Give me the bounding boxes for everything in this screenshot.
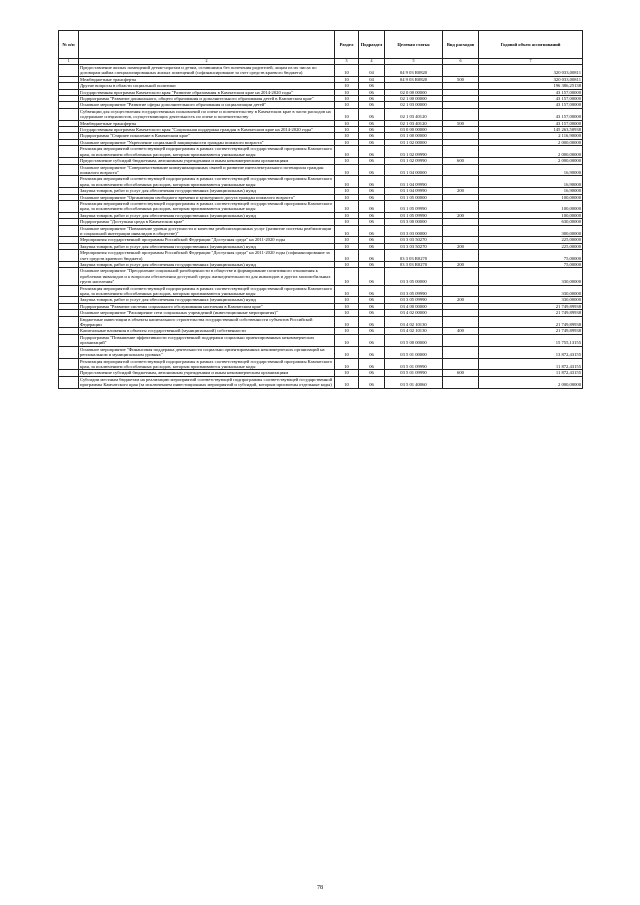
row-subsection: 06 — [359, 243, 385, 249]
row-name: Капитальные вложения в объекты государственной (муниципальной) собственности — [79, 328, 335, 334]
row-target: 04 9 03 R0820 — [385, 76, 443, 82]
row-section: 10 — [335, 303, 359, 309]
row-name: Закупка товаров, работ и услуг для обеспечения государственных (муниципальных) нужд — [79, 262, 335, 268]
row-name: Основное мероприятие "Преодоление социальной разобщенности в обществе и формирование позитивного отношения к проблемам инвалидов и к вопросам обеспечения доступной среды жизнедеятельности для инвалидов и других маломобильных групп населения" — [79, 268, 335, 285]
table-header-row — [59, 31, 583, 59]
row-name: Предоставление субсидий бюджетным, автономным учреждениям и иным некоммерческим организациям — [79, 370, 335, 376]
row-section: 10 — [335, 358, 359, 370]
row-section: 10 — [335, 102, 359, 108]
row-section: 10 — [335, 164, 359, 176]
row-section: 10 — [335, 376, 359, 388]
row-num — [59, 146, 79, 158]
row-expense-type — [443, 164, 479, 176]
row-subsection: 06 — [359, 176, 385, 188]
row-num — [59, 176, 79, 188]
row-section: 10 — [335, 250, 359, 262]
table-row — [59, 146, 583, 158]
row-num — [59, 225, 79, 237]
row-target: 02 1 03 00000 — [385, 102, 443, 108]
row-amount: 16,90000 — [479, 188, 583, 194]
row-name: Подпрограмма "Развитие системы социального обслуживания населения в Камчатском крае" — [79, 303, 335, 309]
row-subsection: 06 — [359, 133, 385, 139]
row-subsection: 06 — [359, 370, 385, 376]
row-target: 03 1 04 00000 — [385, 164, 443, 176]
row-section: 10 — [335, 310, 359, 316]
row-expense-type: 200 — [443, 297, 479, 303]
row-subsection: 04 — [359, 76, 385, 82]
row-expense-type — [443, 268, 479, 285]
row-name: Межбюджетные трансферты — [79, 120, 335, 126]
row-name: Предоставление жилых помещений детям-сиротам и детям, оставшимся без попечения родителей, лицам из их числа по договорам найма специализированных жилых помещений (софинансирование за счет средств краевого бюджета) — [79, 65, 335, 77]
row-name: Мероприятия государственной программы Российской Федерации "Доступная среда" на 2011-2020 годы — [79, 237, 335, 243]
row-expense-type: 200 — [443, 243, 479, 249]
row-section: 10 — [335, 76, 359, 82]
row-name: Основное мероприятие "Организация свободного времени и культурного досуга граждан пожилого возраста" — [79, 194, 335, 200]
row-target: 04 9 03 R0820 — [385, 65, 443, 77]
row-expense-type — [443, 200, 479, 212]
col-index: 3 — [335, 59, 359, 65]
row-section: 10 — [335, 297, 359, 303]
col-index: 5 — [385, 59, 443, 65]
row-amount: 43 157,00000 — [479, 96, 583, 102]
row-section: 10 — [335, 268, 359, 285]
row-target: 03 3 05 09990 — [385, 297, 443, 303]
row-section: 10 — [335, 212, 359, 218]
table-row — [59, 358, 583, 370]
row-num — [59, 108, 79, 120]
row-expense-type — [443, 285, 479, 297]
row-name: Государственная программа Камчатского края "Развитие образования в Камчатском крае на 2014-2020 годы" — [79, 89, 335, 95]
row-expense-type: 500 — [443, 120, 479, 126]
row-section: 10 — [335, 65, 359, 77]
row-target: 03 4 02 00000 — [385, 310, 443, 316]
header-expense-type: Вид расходов — [443, 31, 479, 59]
row-target: 03 1 04 09990 — [385, 176, 443, 188]
row-name: Другие вопросы в области социальной политики — [79, 83, 335, 89]
col-index: 6 — [443, 59, 479, 65]
row-subsection: 06 — [359, 297, 385, 303]
row-amount: 43 157,00000 — [479, 102, 583, 108]
row-expense-type — [443, 65, 479, 77]
row-section: 10 — [335, 127, 359, 133]
table-row — [59, 200, 583, 212]
row-name: Основное мероприятие "Укрепление социальной защищенности граждан пожилого возраста" — [79, 139, 335, 145]
table-row — [59, 285, 583, 297]
row-subsection: 06 — [359, 164, 385, 176]
row-amount: 300,00000 — [479, 225, 583, 237]
row-target: 03 4 02 10130 — [385, 316, 443, 328]
row-amount: 11 872,43155 — [479, 358, 583, 370]
row-amount: 2 000,00000 — [479, 139, 583, 145]
row-section: 10 — [335, 96, 359, 102]
row-section: 10 — [335, 346, 359, 358]
row-num — [59, 200, 79, 212]
row-target: 02 0 00 00000 — [385, 89, 443, 95]
row-amount: 145 263,50938 — [479, 127, 583, 133]
row-num — [59, 334, 79, 346]
row-amount: 21 749,89938 — [479, 328, 583, 334]
row-subsection: 06 — [359, 316, 385, 328]
row-name: Основное мероприятие "Совершенствование коммуникационных связей и развитие интеллектуального потенциала граждан пожилого возраста" — [79, 164, 335, 176]
row-amount: 225,00000 — [479, 243, 583, 249]
row-target: 03 1 00 00000 — [385, 133, 443, 139]
table-row — [59, 65, 583, 77]
row-subsection: 06 — [359, 158, 385, 164]
row-section: 10 — [335, 262, 359, 268]
row-amount: 2 000,00000 — [479, 158, 583, 164]
table-row — [59, 164, 583, 176]
row-name: Субсидии местным бюджетам на реализацию мероприятий соответствующей подпрограммы соответствующей государственной программы Камчатского края (за исключением инвестиционных мероприятий и субсидий, которым присвоены отдельные коды) — [79, 376, 335, 388]
row-amount: 16,90000 — [479, 164, 583, 176]
row-name: Основное мероприятие "Расширение сети социальных учреждений (инвестиционные мероприятия)" — [79, 310, 335, 316]
header-subsection: Подраздел — [359, 31, 385, 59]
table-row — [59, 334, 583, 346]
row-name: Субвенции для осуществления государственных полномочий по опеке и попечительству в Камчатском крае в части расходов на содержание специалистов, осуществляющих деятельность по опеке и попечительству — [79, 108, 335, 120]
row-amount: 100,00000 — [479, 200, 583, 212]
row-name: Закупка товаров, работ и услуг для обеспечения государственных (муниципальных) нужд — [79, 243, 335, 249]
row-subsection: 06 — [359, 376, 385, 388]
row-name: Подпрограмма "Развитие дошкольного, общего образования и дополнительного образования детей в Камчатском крае" — [79, 96, 335, 102]
row-subsection: 06 — [359, 328, 385, 334]
table-row — [59, 225, 583, 237]
row-target: 03 1 05 00000 — [385, 194, 443, 200]
row-section: 10 — [335, 219, 359, 225]
table-row — [59, 176, 583, 188]
row-subsection: 06 — [359, 89, 385, 95]
row-target: 03 4 00 00000 — [385, 303, 443, 309]
row-name: Основное мероприятие "Развитие сферы дополнительного образования и социализации детей" — [79, 102, 335, 108]
row-expense-type: 200 — [443, 212, 479, 218]
row-amount: 21 749,89938 — [479, 303, 583, 309]
row-expense-type — [443, 176, 479, 188]
row-subsection: 06 — [359, 146, 385, 158]
row-amount: 43 157,00000 — [479, 120, 583, 126]
row-amount: 330,00000 — [479, 297, 583, 303]
row-section: 10 — [335, 139, 359, 145]
row-amount: 75,00000 — [479, 262, 583, 268]
row-section: 10 — [335, 194, 359, 200]
row-section: 10 — [335, 334, 359, 346]
row-target: 03 3 05 00000 — [385, 268, 443, 285]
row-amount: 13 872,43155 — [479, 346, 583, 358]
row-expense-type: 200 — [443, 262, 479, 268]
row-target: 03 1 04 09990 — [385, 188, 443, 194]
row-target: 03 5 00 00000 — [385, 334, 443, 346]
row-section: 10 — [335, 146, 359, 158]
row-target: 03 0 00 00000 — [385, 127, 443, 133]
row-name: Закупка товаров, работ и услуг для обеспечения государственных (муниципальных) нужд — [79, 188, 335, 194]
row-name: Мероприятия государственной программы Российской Федерации "Доступная среда" на 2011-2020 годы (софинансирование за счет средств краевого бюджета) — [79, 250, 335, 262]
page-number: 78 — [317, 885, 323, 891]
row-section: 10 — [335, 285, 359, 297]
row-name: Реализация мероприятий соответствующей подпрограммы в рамках соответствующей государственной программы Камчатского края, за исключением обособленных расходов, которым присваиваются уникальные коды — [79, 285, 335, 297]
row-target: 03 5 01 00000 — [385, 346, 443, 358]
row-target: 03 3 05 09990 — [385, 285, 443, 297]
row-name: Подпрограмма "Доступная среда в Камчатском крае" — [79, 219, 335, 225]
row-subsection: 06 — [359, 346, 385, 358]
row-section: 10 — [335, 237, 359, 243]
row-subsection: 06 — [359, 200, 385, 212]
row-target: 03 3 03 00000 — [385, 225, 443, 237]
row-target: 03 3 00 00000 — [385, 219, 443, 225]
row-subsection: 06 — [359, 358, 385, 370]
row-amount: 100,00000 — [479, 212, 583, 218]
row-amount: 100,00000 — [479, 194, 583, 200]
row-subsection: 06 — [359, 188, 385, 194]
col-index: 4 — [359, 59, 385, 65]
row-section: 10 — [335, 225, 359, 237]
row-section: 10 — [335, 370, 359, 376]
row-amount: 330,00000 — [479, 268, 583, 285]
row-name: Подпрограмма "Повышение эффективности государственной поддержки социально ориентированных некоммерческих организаций" — [79, 334, 335, 346]
row-section: 10 — [335, 89, 359, 95]
row-subsection: 06 — [359, 225, 385, 237]
row-amount: 43 157,00000 — [479, 108, 583, 120]
row-subsection: 06 — [359, 83, 385, 89]
row-section: 10 — [335, 188, 359, 194]
row-subsection: 06 — [359, 212, 385, 218]
row-target: 03 1 05 09990 — [385, 200, 443, 212]
row-name: Государственная программа Камчатского края "Социальная поддержка граждан в Камчатском крае на 2014-2020 годы" — [79, 127, 335, 133]
table-row — [59, 316, 583, 328]
row-subsection: 06 — [359, 250, 385, 262]
row-subsection: 06 — [359, 219, 385, 225]
row-expense-type — [443, 250, 479, 262]
row-expense-type — [443, 316, 479, 328]
row-subsection: 06 — [359, 268, 385, 285]
header-target: Целевая статья — [385, 31, 443, 59]
row-subsection: 06 — [359, 303, 385, 309]
row-name: Предоставление субсидий бюджетным, автономным учреждениям и иным некоммерческим организациям — [79, 158, 335, 164]
row-subsection: 06 — [359, 120, 385, 126]
row-num — [59, 268, 79, 285]
table-row — [59, 376, 583, 388]
row-num — [59, 346, 79, 358]
row-amount: 196 386,25138 — [479, 83, 583, 89]
row-amount: 330,00000 — [479, 285, 583, 297]
col-index: 7 — [479, 59, 583, 65]
row-expense-type — [443, 346, 479, 358]
row-amount: 11 872,43155 — [479, 370, 583, 376]
row-target: 03 3 03 50270 — [385, 243, 443, 249]
row-num — [59, 164, 79, 176]
row-target: 03 1 02 09990 — [385, 146, 443, 158]
row-expense-type: 400 — [443, 328, 479, 334]
row-target: 03 1 05 09990 — [385, 212, 443, 218]
row-subsection: 06 — [359, 108, 385, 120]
row-name: Подпрограмма "Старшее поколение в Камчатском крае" — [79, 133, 335, 139]
row-target: 02 1 03 40120 — [385, 108, 443, 120]
row-expense-type — [443, 225, 479, 237]
row-section: 10 — [335, 316, 359, 328]
row-section: 10 — [335, 108, 359, 120]
row-name: Основное мероприятие "Повышение уровня доступности и качества реабилитационных услуг (развитие системы реабилитации и социальной интеграции инвалидов в обществе)" — [79, 225, 335, 237]
row-amount: 2 116,90000 — [479, 133, 583, 139]
row-subsection: 06 — [359, 127, 385, 133]
row-amount: 2 000,00000 — [479, 146, 583, 158]
row-subsection: 06 — [359, 96, 385, 102]
header-num: № п/п — [59, 31, 79, 59]
row-amount: 630,00000 — [479, 219, 583, 225]
table-row — [59, 346, 583, 358]
row-amount: 320 033,00811 — [479, 76, 583, 82]
row-amount: 2 000,00000 — [479, 376, 583, 388]
row-num — [59, 250, 79, 262]
row-num — [59, 376, 79, 388]
row-subsection: 06 — [359, 262, 385, 268]
row-subsection: 04 — [359, 65, 385, 77]
col-index: 2 — [79, 59, 335, 65]
row-amount: 21 749,89938 — [479, 316, 583, 328]
table-row — [59, 250, 583, 262]
row-expense-type: 200 — [443, 188, 479, 194]
row-num — [59, 65, 79, 77]
row-name: Бюджетные инвестиции в объекты капитального строительства государственной собственности субъектов Российской Федерации — [79, 316, 335, 328]
row-subsection: 06 — [359, 237, 385, 243]
row-section: 10 — [335, 120, 359, 126]
row-name: Реализация мероприятий соответствующей подпрограммы в рамках соответствующей государственной программы Камчатского края, за исключением обособленных расходов, которым присваиваются уникальные коды — [79, 358, 335, 370]
row-name: Реализация мероприятий соответствующей подпрограммы в рамках соответствующей государственной программы Камчатского края, за исключением обособленных расходов, которым присваиваются уникальные коды — [79, 200, 335, 212]
row-target: 03 5 01 09990 — [385, 358, 443, 370]
row-amount: 21 749,89938 — [479, 310, 583, 316]
row-section: 10 — [335, 200, 359, 212]
row-name: Закупка товаров, работ и услуг для обеспечения государственных (муниципальных) нужд — [79, 212, 335, 218]
row-amount: 15 755,13155 — [479, 334, 583, 346]
row-subsection: 06 — [359, 139, 385, 145]
col-index: 1 — [59, 59, 79, 65]
row-section: 10 — [335, 243, 359, 249]
row-expense-type — [443, 334, 479, 346]
row-target: 03 1 02 09990 — [385, 158, 443, 164]
row-name: Межбюджетные трансферты — [79, 76, 335, 82]
row-target: 03 3 03 R0270 — [385, 262, 443, 268]
row-target: 02 1 03 40120 — [385, 120, 443, 126]
row-target: 03 5 01 40060 — [385, 376, 443, 388]
row-expense-type: 600 — [443, 158, 479, 164]
row-subsection: 06 — [359, 102, 385, 108]
header-section: Раздел — [335, 31, 359, 59]
row-section: 10 — [335, 158, 359, 164]
header-name — [79, 31, 335, 59]
row-target: 03 1 02 00000 — [385, 139, 443, 145]
row-name: Основное мероприятие "Финансовая поддержка деятельности социально ориентированных некоммерческих организаций на региональном и муниципальном уровнях" — [79, 346, 335, 358]
row-expense-type — [443, 358, 479, 370]
row-subsection: 06 — [359, 285, 385, 297]
row-target: 02 1 00 00000 — [385, 96, 443, 102]
row-name: Реализация мероприятий соответствующей подпрограммы в рамках соответствующей государственной программы Камчатского края, за исключением обособленных расходов, которым присваиваются уникальные коды — [79, 176, 335, 188]
row-subsection: 06 — [359, 334, 385, 346]
row-num — [59, 285, 79, 297]
row-target: 03 5 01 09990 — [385, 370, 443, 376]
row-subsection: 06 — [359, 194, 385, 200]
row-expense-type — [443, 376, 479, 388]
row-name: Реализация мероприятий соответствующей подпрограммы в рамках соответствующей государственной программы Камчатского края, за исключением обособленных расходов, которым присваиваются уникальные коды — [79, 146, 335, 158]
header-amount: Годовой объем ассигнований — [479, 31, 583, 59]
row-section: 10 — [335, 83, 359, 89]
row-amount: 225,00000 — [479, 237, 583, 243]
table-body — [59, 65, 583, 389]
row-section: 10 — [335, 176, 359, 188]
row-amount: 16,90000 — [479, 176, 583, 188]
row-expense-type — [443, 146, 479, 158]
row-expense-type: 500 — [443, 76, 479, 82]
row-section: 10 — [335, 328, 359, 334]
table-row — [59, 268, 583, 285]
row-num — [59, 316, 79, 328]
row-target: 03 3 03 50270 — [385, 237, 443, 243]
table-row — [59, 108, 583, 120]
row-amount: 75,00000 — [479, 250, 583, 262]
row-target: 03 4 02 10130 — [385, 328, 443, 334]
row-amount: 320 033,00811 — [479, 65, 583, 77]
row-expense-type: 600 — [443, 370, 479, 376]
row-section: 10 — [335, 133, 359, 139]
row-name: Закупка товаров, работ и услуг для обеспечения государственных (муниципальных) нужд — [79, 297, 335, 303]
row-target: 03 3 03 R0270 — [385, 250, 443, 262]
row-num — [59, 358, 79, 370]
row-subsection: 06 — [359, 310, 385, 316]
budget-table — [58, 30, 583, 389]
row-expense-type — [443, 108, 479, 120]
row-amount: 43 157,00000 — [479, 89, 583, 95]
